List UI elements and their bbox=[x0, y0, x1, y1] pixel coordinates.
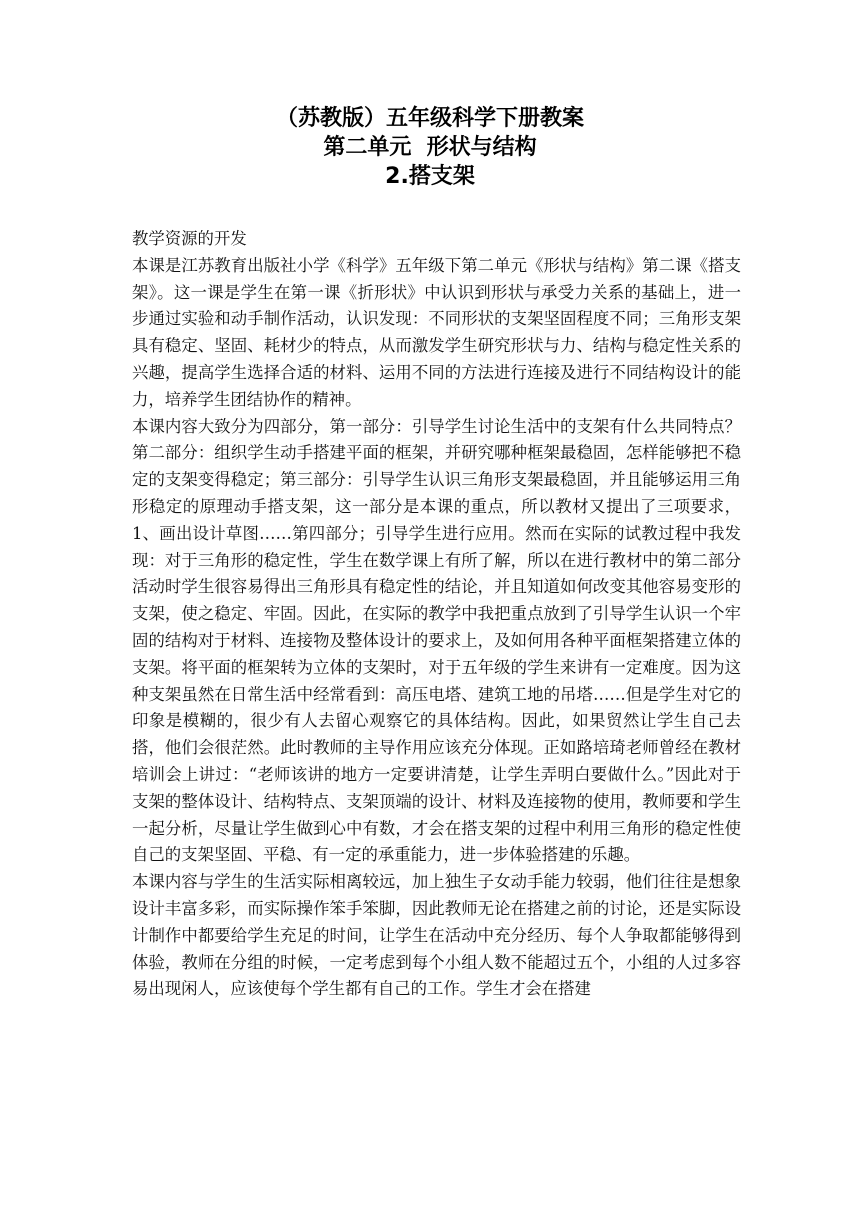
section-heading: 教学资源的开发 bbox=[132, 229, 247, 248]
title-block bbox=[0, 104, 860, 191]
document-title: （苏教版）五年级科学下册教案 bbox=[275, 106, 584, 131]
lesson-title: 2.搭支架 bbox=[385, 164, 475, 189]
unit-title: 第二单元 形状与结构 bbox=[323, 135, 537, 160]
paragraph: 本课内容与学生的生活实际相离较远，加上独生子女动手能力较弱，他们往往是想象设计丰富多彩，而实际操作笨手笨脚，因此教师无论在搭建之前的讨论，还是实际设计制作中都要给学生充足的时间，让学生在活动中充分经历、每个人争取都能够得到体验，教师在分组的时候，一定考虑到每个小组人数不能超过五个，小组的人过多容易出现闲人，应该使每个学生都有自己的工作。学生才会在搭建 bbox=[132, 872, 741, 999]
document-body bbox=[132, 226, 741, 1003]
paragraph: 本课是江苏教育出版社小学《科学》五年级下第二单元《形状与结构》第二课《搭支架》。这一课是学生在第一课《折形状》中认识到形状与承受力关系的基础上，进一步通过实验和动手制作活动，认识发现：不同形状的支架坚固程度不同；三角形支架具有稳定、坚固、耗材少的特点，从而激发学生研究形状与力、结构与稳定性关系的兴趣，提高学生选择合适的材料、运用不同的方法进行连接及进行不同结构设计的能力，培养学生团结协作的精神。 bbox=[132, 255, 741, 409]
paragraph: 本课内容大致分为四部分，第一部分：引导学生讨论生活中的支架有什么共同特点？第二部分：组织学生动手搭建平面的框架，并研究哪种框架最稳固，怎样能够把不稳定的支架变得稳定；第三部分：引导学生认识三角形支架最稳固，并且能够运用三角形稳定的原理动手搭支架，这一部分是本课的重点，所以教材又提出了三项要求，1、画出设计草图……第四部分；引导学生进行应用。然而在实际的试教过程中我发现：对于三角形的稳定性，学生在数学课上有所了解，所以在进行教材中的第二部分活动时学生很容易得出三角形具有稳定性的结论，并且知道如何改变其他容易变形的支架，使之稳定、牢固。因此，在实际的教学中我把重点放到了引导学生认识一个牢固的结构对于材料、连接物及整体设计的要求上，及如何用各种平面框架搭建立体的支架。将平面的框架转为立体的支架时，对于五年级的学生来讲有一定难度。因为这种支架虽然在日常生活中经常看到：高压电塔、建筑工地的吊塔……但是学生对它的印象是模糊的，很少有人去留心观察它的具体结构。因此，如果贸然让学生自己去搭，他们会很茫然。此时教师的主导作用应该充分体现。正如路培琦老师曾经在教材培训会上讲过：“老师该讲的地方一定要讲清楚，让学生弄明白要做什么。”因此对于支架的整体设计、结构特点、支架顶端的设计、材料及连接物的使用，教师要和学生一起分析，尽量让学生做到心中有数，才会在搭支架的过程中利用三角形的稳定性使自己的支架坚固、平稳、有一定的承重能力，进一步体验搭建的乐趣。 bbox=[132, 416, 741, 865]
